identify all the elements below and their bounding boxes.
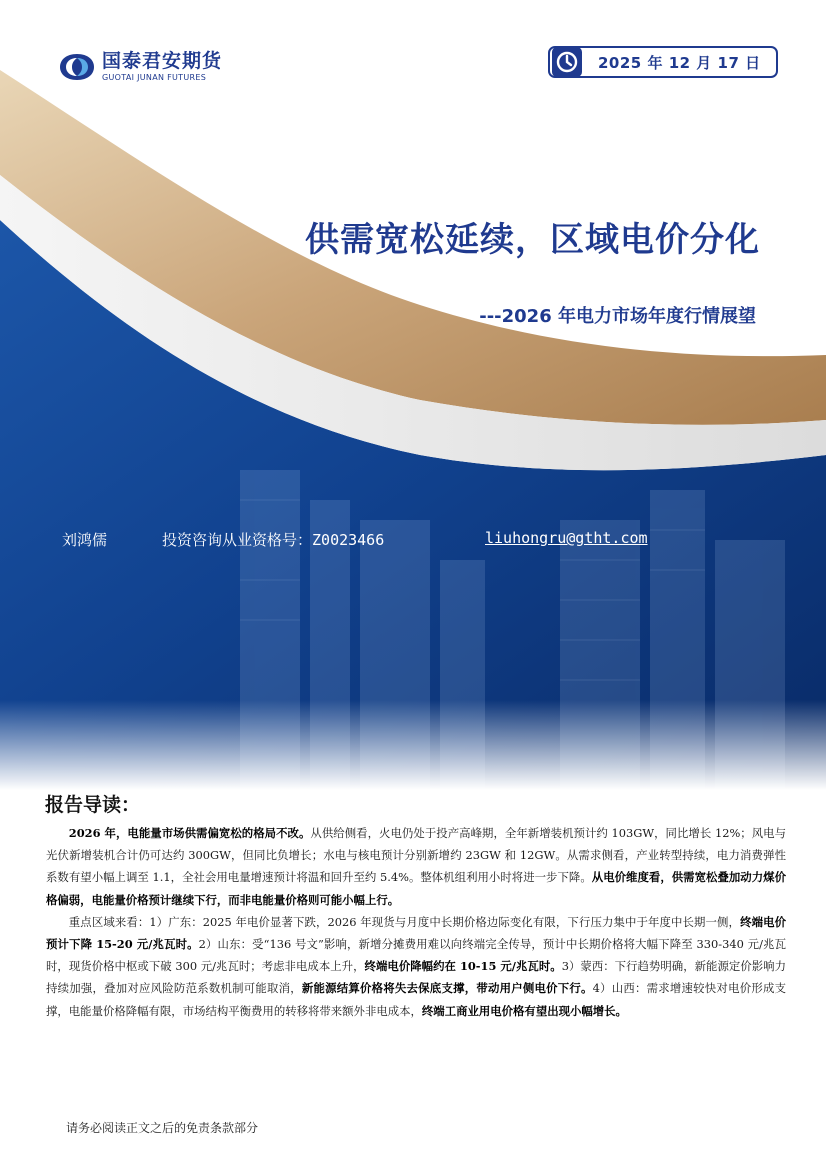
report-date: 2025 年 12 月 17 日 xyxy=(598,53,761,72)
guide-p2-seg-2: 终端电价预计下降 15-20 元/兆瓦时。 xyxy=(46,914,786,952)
report-title: 供需宽松延续，区域电价分化 xyxy=(305,220,760,260)
guide-paragraph-2 xyxy=(46,911,786,1022)
logo-name-en: GUOTAI JUNAN FUTURES xyxy=(102,73,207,82)
guide-p2-seg-3: 2）山东：受“136 号文”影响，新增分摊费用难以向终端完全传导，预计中长期价格将大幅下降至 330-340 元/兆瓦时，现货价格中枢或下破 300 元/兆瓦时；考虑非电成本上升， xyxy=(46,937,786,974)
guide-p1-seg-2: 从供给侧看，火电仍处于投产高峰期，全年新增装机预计约 103GW，同比增长 12%；风电与光伏新增装机合计仍可达约 300GW，但同比负增长；水电与核电预计分别新增约 23GW 和 12GW。从需求侧看，产业转型持续，电力消费弹性系数有望小幅上调至 1.1，全社会用电量增速预计将温和回升至约 5.4%。整体机组利用小时将进一步下降。 xyxy=(46,826,786,885)
guide-body xyxy=(46,822,786,1022)
guide-p2-seg-4: 终端电价降幅约在 10-15 元/兆瓦时。 xyxy=(364,959,562,974)
report-subtitle: ---2026 年电力市场年度行情展望 xyxy=(479,306,756,327)
clock-icon xyxy=(552,47,582,77)
guide-p1-seg-1: 2026 年，电能量市场供需偏宽松的格局不改。 xyxy=(68,826,311,840)
guide-p2-seg-7: 4）山西：需求增速较快对电价形成支撑，电能量价格降幅有限，市场结构平衡费用的转移将带来额外非电成本， xyxy=(46,981,786,1018)
guide-p2-seg-5: 3）蒙西：下行趋势明确，新能源定价影响力持续加强，叠加对应风险防范系数机制可能取消， xyxy=(46,959,786,996)
company-logo xyxy=(58,52,222,82)
guide-heading: 报告导读： xyxy=(45,794,141,816)
guide-p2-seg-8: 终端工商业用电价格有望出现小幅增长。 xyxy=(421,1003,627,1018)
logo-icon xyxy=(58,52,96,82)
guide-p2-seg-6: 新能源结算价格将失去保底支撑，带动用户侧电价下行。 xyxy=(301,981,593,996)
author-license: 投资咨询从业资格号：Z0023466 xyxy=(162,531,385,549)
author-name: 刘鸿儒 xyxy=(62,531,108,549)
logo-name-cn: 国泰君安期货 xyxy=(102,50,223,72)
guide-p1-seg-3: 从电价维度看，供需宽松叠加动力煤价格偏弱，电能量价格预计继续下行，而非电能量价格则可能小幅上行。 xyxy=(46,870,786,907)
disclaimer-footer: 请务必阅读正文之后的免责条款部分 xyxy=(66,1121,259,1135)
guide-p2-seg-1: 重点区域来看：1）广东：2025 年电价显著下跌，2026 年现货与月度中长期价格边际变化有限，下行压力集中于年度中长期一侧， xyxy=(68,914,741,929)
report-date-box xyxy=(548,46,778,78)
guide-paragraph-1 xyxy=(46,822,786,911)
author-email-link[interactable]: liuhongru@gtht.com xyxy=(485,529,648,547)
